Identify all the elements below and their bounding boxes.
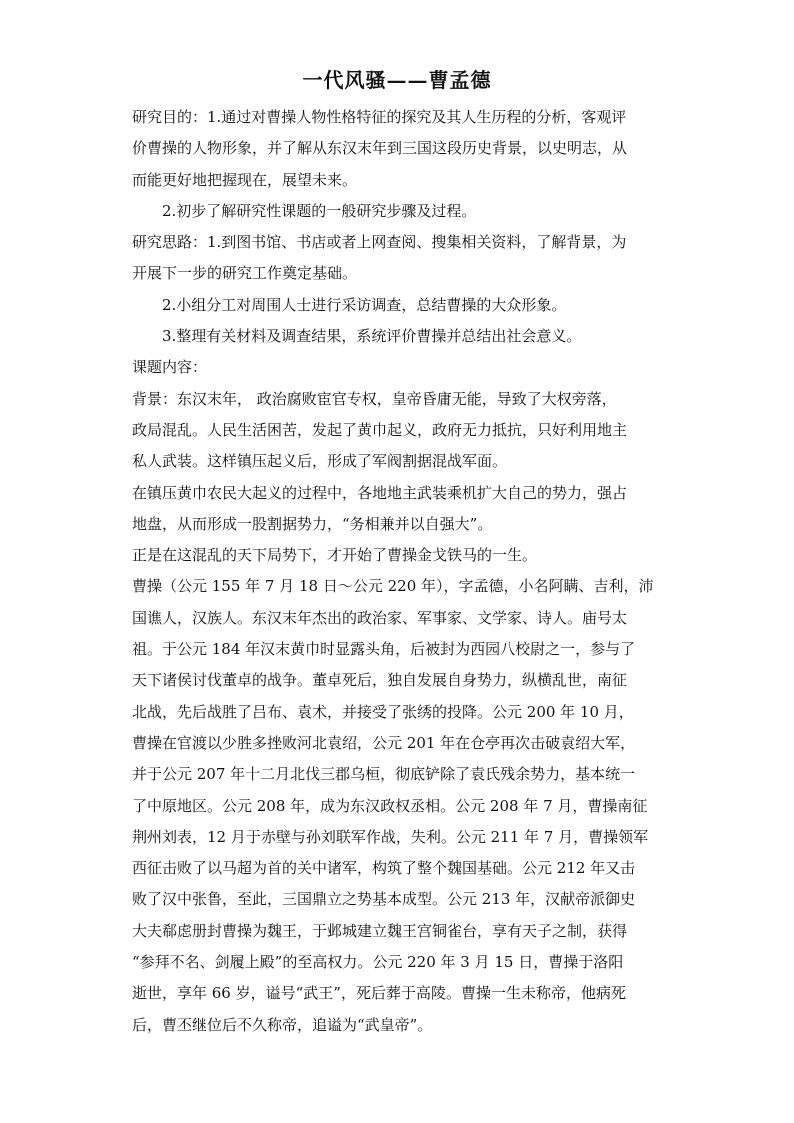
paragraph-line: 价曹操的人物形象，并了解从东汉末年到三国这段历史背景，以史明志，从 <box>132 139 628 158</box>
paragraph-line: 曹操（公元 155 年 7 月 18 日～公元 220 年），字孟德，小名阿瞒、吉利，沛 <box>132 577 654 596</box>
paragraph-line: 2.初步了解研究性课题的一般研究步骤及过程。 <box>162 201 477 220</box>
paragraph-line: 曹操在官渡以少胜多挫败河北袁绍，公元 201 年在仓亭再次击破袁绍大军， <box>132 733 636 752</box>
paragraph-line: 大夫郗虑册封曹操为魏王，于邺城建立魏王宫铜雀台，享有天子之制，获得 <box>132 921 628 940</box>
paragraph-line: 并于公元 207 年十二月北伐三郡乌桓，彻底铲除了袁氏残余势力，基本统一 <box>132 765 636 784</box>
paragraph-line: 课题内容： <box>132 358 208 377</box>
paragraph-line: “参拜不名、剑履上殿”的至高权力。公元 220 年 3 月 15 日，曹操于洛阳 <box>132 953 624 972</box>
paragraph-line: 正是在这混乱的天下局势下，才开始了曹操金戈铁马的一生。 <box>132 546 538 565</box>
paragraph-line: 政局混乱。人民生活困苦，发起了黄巾起义，政府无力抵抗，只好利用地主 <box>132 420 628 439</box>
document-title: 一代风骚——曹孟德 <box>302 68 492 92</box>
paragraph-line: 败了汉中张鲁，至此，三国鼎立之势基本成型。公元 213 年，汉献帝派御史 <box>132 890 636 909</box>
paragraph-line: 2.小组分工对周围人士进行采访调查，总结曹操的大众形象。 <box>162 295 567 314</box>
paragraph-line: 了中原地区。公元 208 年，成为东汉政权丞相。公元 208 年 7 月，曹操南征 <box>132 796 648 815</box>
paragraph-line: 北战，先后战胜了吕布、袁术，并接受了张绣的投降。公元 200 年 10 月， <box>132 702 634 721</box>
paragraph-line: 在镇压黄巾农民大起义的过程中，各地地主武装乘机扩大自己的势力，强占 <box>132 483 628 502</box>
paragraph-line: 背景：东汉末年， 政治腐败宦官专权，皇帝昏庸无能，导致了大权旁落， <box>132 389 617 408</box>
paragraph-line: 开展下一步的研究工作奠定基础。 <box>132 264 358 283</box>
paragraph-line: 天下诸侯讨伐董卓的战争。董卓死后，独自发展自身势力，纵横乱世，南征 <box>132 671 628 690</box>
paragraph-line: 3.整理有关材料及调查结果，系统评价曹操并总结出社会意义。 <box>162 327 582 346</box>
paragraph-line: 国谯人，汉族人。东汉末年杰出的政治家、军事家、文学家、诗人。庙号太 <box>132 608 628 627</box>
paragraph-line: 研究思路：1.到图书馆、书店或者上网查阅、搜集相关资料，了解背景，为 <box>132 233 627 252</box>
paragraph-line: 西征击败了以马超为首的关中诸军，构筑了整个魏国基础。公元 212 年又击 <box>132 859 636 878</box>
paragraph-line: 逝世，享年 66 岁，谥号“武王”，死后葬于高陵。曹操一生未称帝，他病死 <box>132 984 626 1003</box>
paragraph-line: 地盘，从而形成一股割据势力，“务相兼并以自强大”。 <box>132 514 493 533</box>
paragraph-line: 而能更好地把握现在，展望未来。 <box>132 170 358 189</box>
paragraph-line: 后，曹丕继位后不久称帝，追谥为“武皇帝”。 <box>132 1015 433 1034</box>
paragraph-line: 私人武装。这样镇压起义后，形成了军阀割据混战军面。 <box>132 452 508 471</box>
paragraph-line: 研究目的：1.通过对曹操人物性格特征的探究及其人生历程的分析，客观评 <box>132 108 627 126</box>
document-body <box>132 102 668 1041</box>
paragraph-line: 荆州刘表，12 月于赤壁与孙刘联军作战，失利。公元 211 年 7 月，曹操领军 <box>132 827 649 846</box>
paragraph-line: 祖。于公元 184 年汉末黄巾时显露头角，后被封为西园八校尉之一，参与了 <box>132 640 636 659</box>
